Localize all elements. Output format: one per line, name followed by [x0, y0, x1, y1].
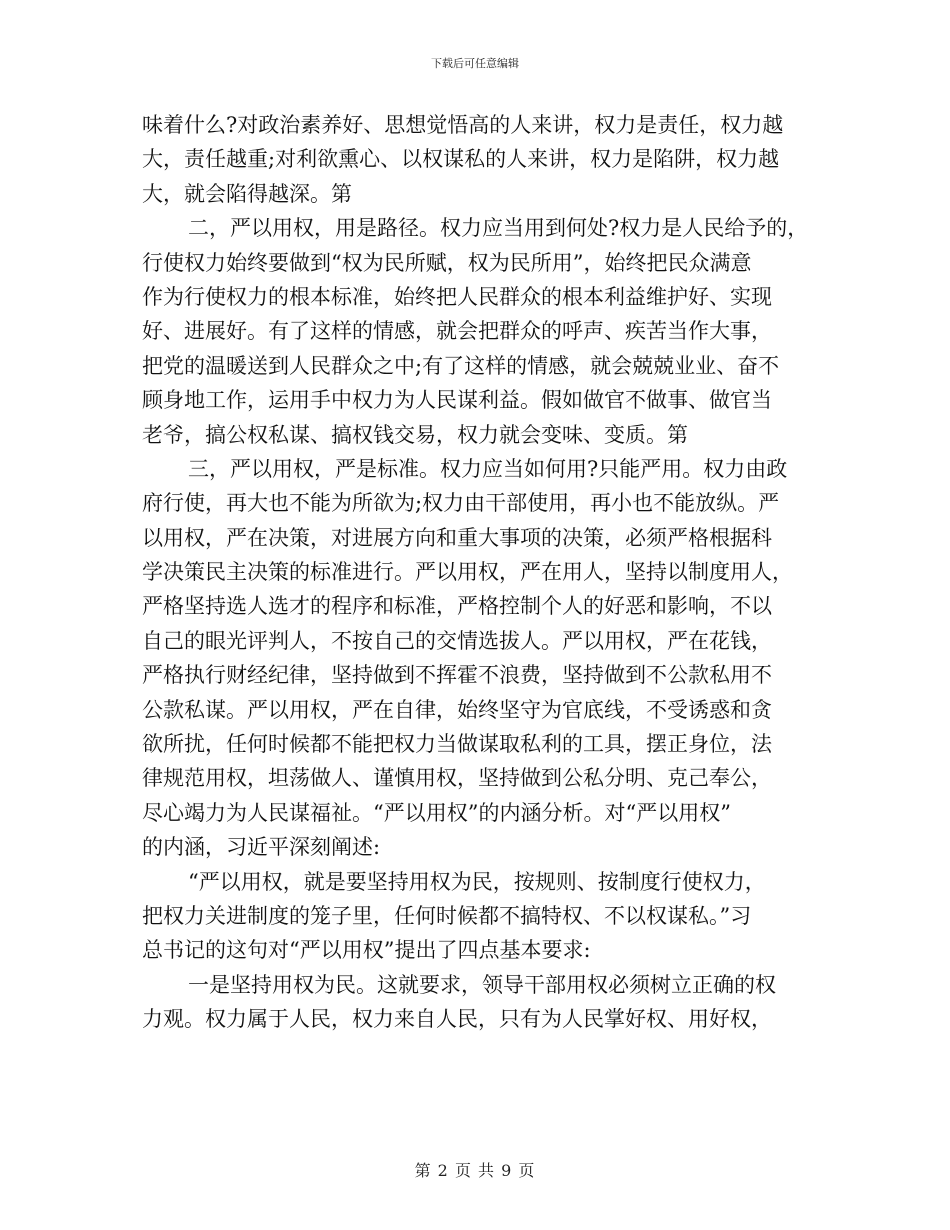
text-line: 府行使，再大也不能为所欲为;权力由干部使用，再小也不能放纵。严: [142, 491, 780, 516]
text-line: 公款私谋。严以用权，严在自律，始终坚守为官底线，不受诱惑和贪: [142, 697, 772, 722]
text-line: 律规范用权，坦荡做人、谨慎用权，坚持做到公私分明、克己奉公，: [142, 766, 772, 791]
paragraph-start-line: 一是坚持用权为民。这就要求，领导干部用权必须树立正确的权: [188, 972, 776, 997]
text-line: 的内涵，习近平深刻阐述:: [142, 835, 381, 860]
text-line: 尽心竭力为人民谋福祉。“严以用权”的内涵分析。对“严以用权”: [142, 800, 731, 825]
text-line: 味着什么?对政治素养好、思想觉悟高的人来讲，权力是责任，权力越: [142, 113, 784, 137]
document-body: [142, 108, 822, 1037]
paragraph-start-line: “严以用权，就是要坚持用权为民，按规则、按制度行使权力，: [188, 869, 766, 894]
text-line: 把权力关进制度的笼子里，任何时候都不搞特权、不以权谋私。”习: [142, 903, 752, 928]
text-line: 大，责任越重;对利欲熏心、以权谋私的人来讲，权力是陷阱，权力越: [142, 147, 780, 172]
text-line: 老爷，搞公权私谋、搞权钱交易，权力就会变味、变质。第: [142, 422, 688, 447]
text-line: 作为行使权力的根本标准，始终把人民群众的根本利益维护好、实现: [142, 284, 772, 309]
text-line: 严格坚持选人选才的程序和标准，严格控制个人的好恶和影响，不以: [142, 594, 772, 619]
text-line: 以用权，严在决策，对进展方向和重大事项的决策，必须严格根据科: [142, 525, 772, 550]
text-line: 把党的温暖送到人民群众之中;有了这样的情感，就会兢兢业业、奋不: [142, 353, 780, 378]
text-line: 严格执行财经纪律，坚持做到不挥霍不浪费，坚持做到不公款私用不: [142, 663, 772, 688]
text-line: 行使权力始终要做到“权为民所赋，权为民所用”，始终把民众满意: [142, 250, 752, 275]
paragraph-start-line: 二，严以用权，用是路径。权力应当用到何处?权力是人民给予的，: [188, 216, 809, 241]
text-line: 总书记的这句对“严以用权”提出了四点基本要求:: [142, 938, 591, 963]
text-line: 自己的眼光评判人，不按自己的交情选拔人。严以用权，严在花钱，: [142, 628, 772, 653]
text-line: 力观。权力属于人民，权力来自人民，只有为人民掌好权、用好权，: [142, 1007, 772, 1032]
text-line: 欲所扰，任何时候都不能把权力当做谋取私利的工具，摆正身位，法: [142, 732, 772, 757]
page-header: 下载后可任意编辑: [431, 57, 519, 70]
text-line: 顾身地工作，运用手中权力为人民谋利益。假如做官不做事、做官当: [142, 388, 772, 413]
text-line: 学决策民主决策的标准进行。严以用权，严在用人，坚持以制度用人，: [142, 560, 793, 585]
text-line: 好、进展好。有了这样的情感，就会把群众的呼声、疾苦当作大事，: [142, 319, 772, 344]
paragraph-start-line: 三，严以用权，严是标准。权力应当如何用?只能严用。权力由政: [188, 456, 788, 481]
text-line: 大，就会陷得越深。第: [142, 181, 352, 206]
page-number-footer: 第 2 页 共 9 页: [414, 1161, 536, 1180]
